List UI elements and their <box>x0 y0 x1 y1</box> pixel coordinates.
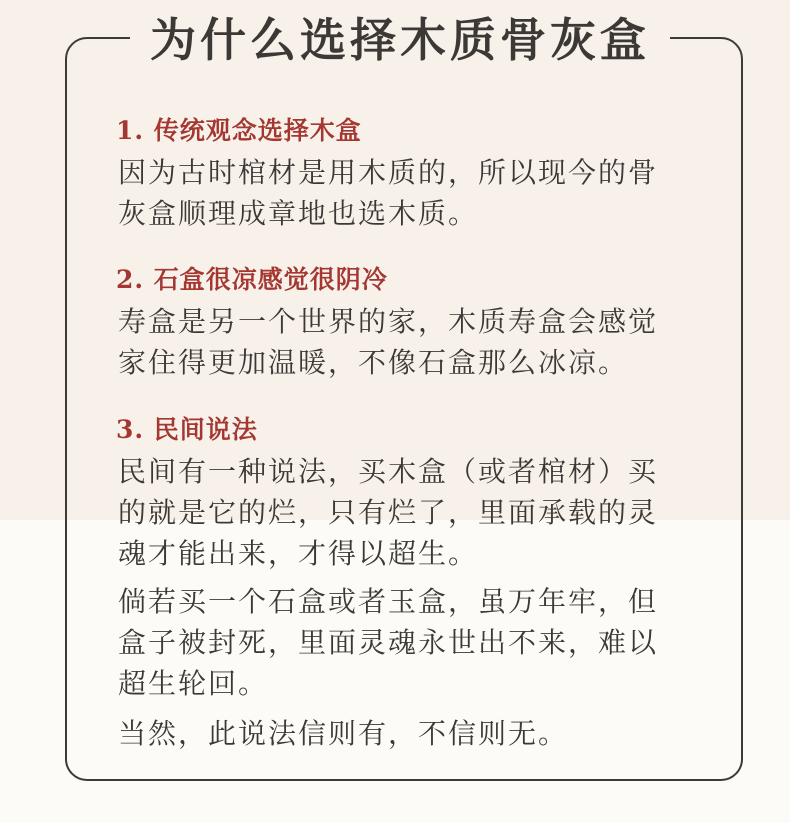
section-heading-2: 2. 石盒很凉感觉很阴冷 <box>116 265 388 294</box>
body-line: 寿盒是另一个世界的家，木质寿盒会感觉 <box>118 305 659 338</box>
body-line: 因为古时棺材是用木质的，所以现今的骨 <box>118 156 659 189</box>
section-heading-1: 1. 传统观念选择木盒 <box>116 116 362 145</box>
body-line: 的就是它的烂，只有烂了，里面承载的灵 <box>118 496 659 529</box>
body-line: 当然，此说法信则有，不信则无。 <box>118 717 569 750</box>
body-line: 盒子被封死，里面灵魂永世出不来，难以 <box>118 626 659 659</box>
section-body-2 <box>118 301 708 383</box>
body-line: 灰盒顺理成章地也选木质。 <box>118 197 479 230</box>
title-banner <box>130 6 670 68</box>
section-body-1 <box>118 152 708 234</box>
body-line: 倘若买一个石盒或者玉盒，虽万年牢，但 <box>118 585 659 618</box>
section-body-3 <box>118 451 708 574</box>
body-line: 民间有一种说法，买木盒（或者棺材）买 <box>118 455 659 488</box>
section-heading-3: 3. 民间说法 <box>116 415 258 444</box>
body-line: 家住得更加温暖，不像石盒那么冰凉。 <box>118 346 629 379</box>
body-line: 魂才能出来，才得以超生。 <box>118 537 479 570</box>
page-title: 为什么选择木质骨灰盒 <box>150 13 650 67</box>
extra-paragraph-2 <box>118 713 708 754</box>
body-line: 超生轮回。 <box>118 667 269 700</box>
extra-paragraph-1 <box>118 581 708 704</box>
